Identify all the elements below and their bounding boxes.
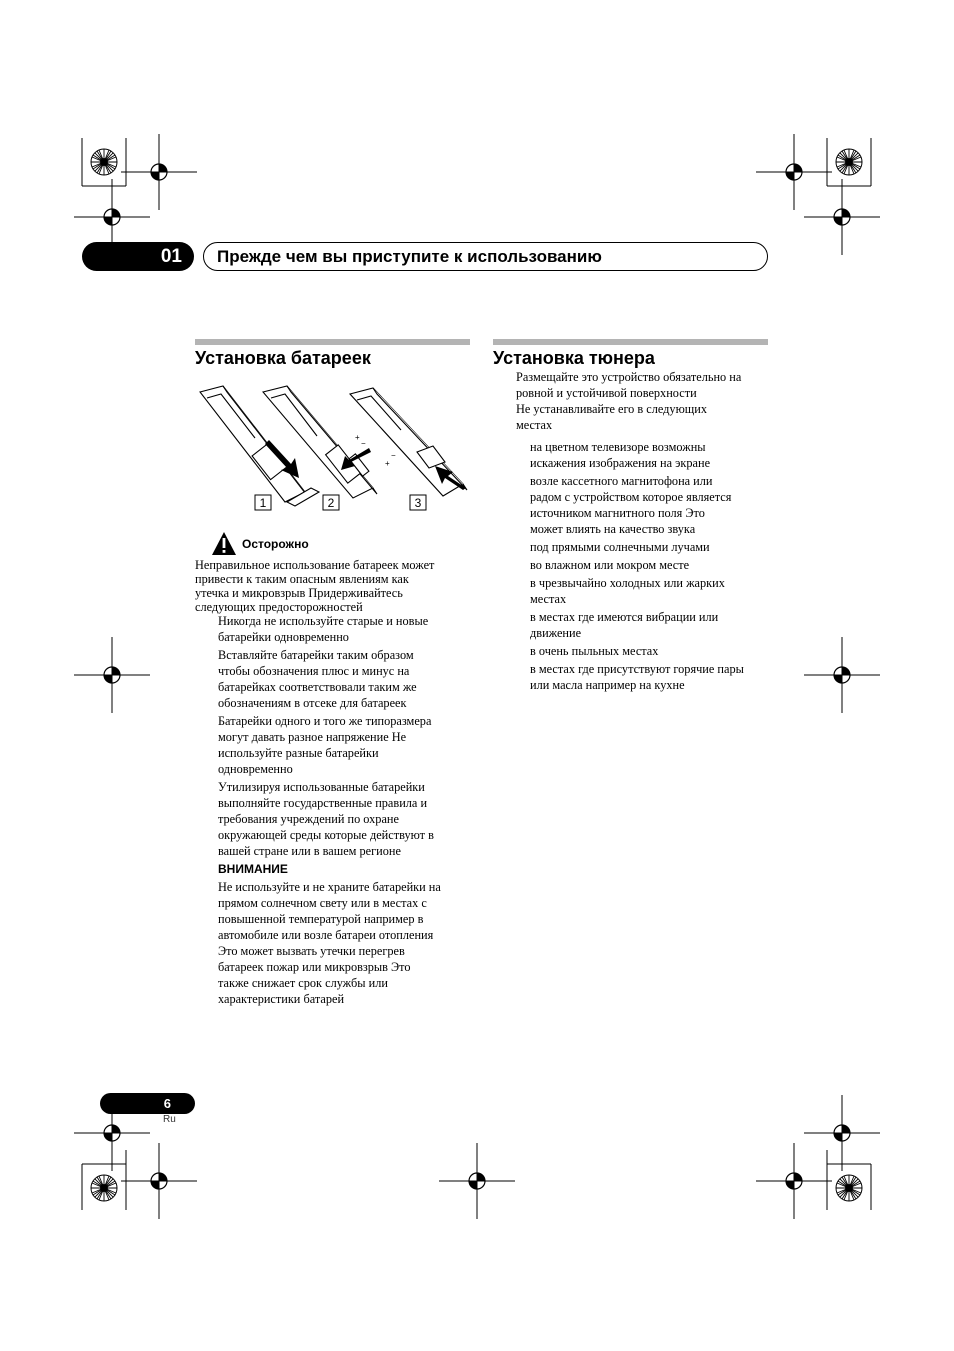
text-line: в чрезвычайно холодных или жарких — [530, 576, 725, 590]
svg-text:−: − — [361, 439, 366, 448]
text-line: вашей стране или в вашем регионе — [218, 844, 401, 858]
list-item — [530, 439, 770, 471]
list-item — [218, 647, 473, 711]
page-number: 6 — [163, 1096, 171, 1111]
tuner-intro — [516, 369, 771, 433]
svg-text:+: + — [385, 459, 390, 468]
text-line: движение — [530, 626, 582, 640]
text-line: на цветном телевизоре возможны — [530, 440, 706, 454]
text-line: искажения изображения на экране — [530, 456, 711, 470]
text-line: ровной и устойчивой поверхности — [516, 386, 697, 400]
text-line: чтобы обозначения плюс и минус на — [218, 664, 410, 678]
text-line: Неправильное использование батареек может — [195, 558, 435, 572]
list-item — [530, 643, 770, 659]
section-rule-left — [195, 339, 470, 345]
list-item — [218, 713, 473, 777]
text-line: батарейках соответствовали таким же — [218, 680, 417, 694]
text-line: может влиять на качество звука — [530, 522, 696, 536]
text-line: Батарейки одного и того же типоразмера — [218, 714, 432, 728]
text-line: возле кассетного магнитофона или — [530, 474, 713, 488]
text-line: местах — [530, 592, 567, 606]
text-line: в местах где имеются вибрации или — [530, 610, 719, 624]
list-item — [530, 539, 770, 555]
caution-heading: Осторожно — [242, 537, 309, 551]
text-line: в местах где присутствуют горячие пары — [530, 662, 744, 676]
battery-installation-figure — [195, 380, 470, 515]
warning-text — [218, 879, 473, 1007]
text-line: Никогда не используйте старые и новые — [218, 614, 429, 628]
text-line: одновременно — [218, 762, 293, 776]
step-label-1: 1 — [259, 496, 267, 510]
text-line: Не устанавливайте его в следующих — [516, 402, 707, 416]
text-line: характеристики батарей — [218, 992, 345, 1006]
svg-text:+: + — [355, 433, 360, 442]
text-line: батарейки одновременно — [218, 630, 349, 644]
text-line: обозначениям в отсеке для батареек — [218, 696, 407, 710]
text-line: Это может вызвать утечки перегрев — [218, 944, 405, 958]
text-line: выполняйте государственные правила и — [218, 796, 428, 810]
text-line: местах — [516, 418, 553, 432]
list-item — [530, 661, 770, 693]
text-line: Размещайте это устройство обязательно на — [516, 370, 742, 384]
list-item — [530, 609, 770, 641]
list-item — [530, 575, 770, 607]
page-number-badge — [100, 1093, 195, 1114]
chapter-number-badge — [82, 242, 194, 271]
warning-triangle-icon — [211, 531, 237, 556]
text-line: требования учреждений по охране — [218, 812, 399, 826]
caution-intro — [195, 558, 434, 614]
text-line: в очень пыльных местах — [530, 644, 659, 658]
list-item — [530, 473, 770, 537]
text-line: под прямыми солнечными лучами — [530, 540, 710, 554]
text-line: или масла например на кухне — [530, 678, 685, 692]
text-line: во влажном или мокром месте — [530, 558, 690, 572]
section-title-tuner: Установка тюнера — [493, 348, 655, 368]
section-title-batteries: Установка батареек — [195, 348, 371, 368]
text-line: утечка и микровзрыв Придерживайтесь — [195, 586, 403, 600]
text-line: окружающей среды которые действуют в — [218, 828, 434, 842]
list-item — [218, 613, 473, 645]
svg-text:−: − — [391, 451, 396, 460]
text-line: автомобиле или возле батареи отопления — [218, 928, 434, 942]
text-line: могут давать разное напряжение Не — [218, 730, 407, 744]
text-line: используйте разные батарейки — [218, 746, 379, 760]
text-line: источником магнитного поля Это — [530, 506, 705, 520]
page-language: Ru — [163, 1114, 176, 1125]
chapter-title: Прежде чем вы приступите к использованию — [217, 246, 602, 266]
tuner-placement-list — [530, 439, 770, 695]
text-line: прямом солнечном свету или в местах с — [218, 896, 427, 910]
warning-heading: ВНИМАНИЕ — [218, 862, 288, 876]
text-line: привести к таким опасным явлениям как — [195, 572, 409, 586]
text-line: также снижает срок службы или — [218, 976, 388, 990]
chapter-title-bar — [203, 242, 768, 271]
chapter-number: 01 — [160, 245, 182, 267]
text-line: повышенной температурой например в — [218, 912, 424, 926]
text-line: батареек пожар или микровзрыв Это — [218, 960, 411, 974]
text-line: Вставляйте батарейки таким образом — [218, 648, 414, 662]
text-line: следующих предосторожностей — [195, 600, 363, 614]
text-line: радом с устройством которое является — [530, 490, 732, 504]
section-rule-right — [493, 339, 768, 345]
list-item — [218, 779, 473, 859]
text-line: Не используйте и не храните батарейки на — [218, 880, 441, 894]
step-label-2: 2 — [327, 496, 335, 510]
step-label-3: 3 — [414, 496, 422, 510]
caution-list — [218, 613, 473, 1007]
text-line: Утилизируя использованные батарейки — [218, 780, 425, 794]
list-item — [530, 557, 770, 573]
